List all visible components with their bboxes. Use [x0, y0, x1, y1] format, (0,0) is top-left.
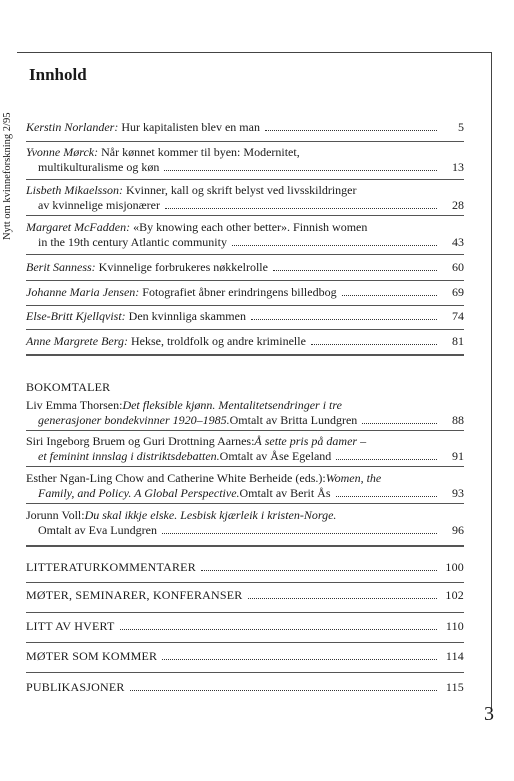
separator: [26, 466, 464, 467]
review-title: Du skal ikkje elske. Lesbisk kjærleik i kristen-Norge.: [84, 508, 337, 522]
entry-title: Fotografiet åbner erindringens billedbog: [142, 285, 337, 299]
entry-page: 96: [452, 523, 464, 537]
entry-title: Den kvinnliga skammen: [128, 309, 246, 323]
separator: [26, 254, 464, 255]
dot-leader: [362, 423, 437, 424]
review-title: Å sette pris på damer –: [254, 434, 367, 448]
review-reviewer: Omtalt av Eva Lundgren: [38, 523, 157, 537]
entry-page: 115: [445, 680, 464, 694]
entry-page: 91: [452, 449, 464, 463]
entry-author: Anne Margrete Berg:: [26, 334, 128, 348]
toc-entry-article[interactable]: [26, 334, 464, 349]
toc-entry-article[interactable]: [26, 120, 464, 135]
review-title-cont: Family, and Policy. A Global Perspective.: [38, 486, 240, 500]
dot-leader: [251, 319, 437, 320]
review-title-cont: et feminint innslag i distriktsdebatten.: [38, 449, 220, 463]
dot-leader: [165, 208, 437, 209]
review-reviewer: Omtalt av Britta Lundgren: [229, 413, 358, 427]
entry-title: Kvinner, kall og skrift belyst ved livsskildringer: [126, 183, 357, 197]
section-label: MØTER SOM KOMMER: [26, 649, 158, 663]
separator: [26, 642, 464, 643]
separator: [26, 305, 464, 306]
table-of-contents: [26, 0, 464, 781]
section-label: LITTERATURKOMMENTARER: [26, 560, 196, 574]
toc-entry-article[interactable]: [26, 309, 464, 324]
entry-page: 88: [452, 413, 464, 427]
entry-page: 100: [445, 560, 464, 574]
page-number: 3: [484, 703, 494, 725]
dot-leader: [164, 170, 437, 171]
review-author: Siri Ingeborg Bruem og Guri Drottning Aarnes:: [26, 434, 255, 448]
entry-page: 5: [458, 120, 464, 134]
toc-entry-review[interactable]: [26, 471, 464, 501]
toc-entry-article[interactable]: [26, 220, 464, 250]
entry-page: 81: [452, 334, 464, 348]
entry-page: 13: [452, 160, 464, 174]
dot-leader: [120, 629, 437, 630]
toc-entry-section[interactable]: [26, 649, 464, 664]
section-label: LITT AV HVERT: [26, 619, 115, 633]
dot-leader: [162, 533, 437, 534]
separator: [26, 582, 464, 583]
entry-page: 93: [452, 486, 464, 500]
entry-title: Kvinnelige forbrukeres nøkkelrolle: [98, 260, 268, 274]
journal-side-label: Nytt om kvinneforskning 2/95: [2, 112, 13, 240]
toc-entry-section[interactable]: [26, 619, 464, 634]
review-reviewer: Omtalt av Berit Ås: [239, 486, 331, 500]
entry-title: «By knowing each other better». Finnish women: [133, 220, 368, 234]
section-heading-bokomtaler: BOKOMTALER: [26, 380, 111, 394]
toc-entry-article[interactable]: [26, 285, 464, 300]
entry-page: 74: [452, 309, 464, 323]
separator: [26, 354, 464, 356]
frame-right-rule: [491, 52, 492, 712]
toc-entry-review[interactable]: [26, 508, 464, 538]
entry-title: Hekse, troldfolk og andre kriminelle: [130, 334, 306, 348]
review-title: Women, the: [325, 471, 382, 485]
toc-entry-article[interactable]: [26, 145, 464, 175]
entry-title: Hur kapitalisten blev en man: [121, 120, 260, 134]
entry-author: Yvonne Mørck:: [26, 145, 99, 159]
section-label: MØTER, SEMINARER, KONFERANSER: [26, 588, 243, 602]
separator: [26, 329, 464, 330]
dot-leader: [311, 344, 437, 345]
toc-entry-section[interactable]: [26, 680, 464, 695]
review-title-cont: generasjoner bondekvinner 1920–1985.: [38, 413, 230, 427]
review-reviewer: Omtalt av Åse Egeland: [219, 449, 332, 463]
section-label: PUBLIKASJONER: [26, 680, 125, 694]
entry-author: Kerstin Norlander:: [26, 120, 119, 134]
dot-leader: [265, 130, 437, 131]
entry-title-cont: in the 19th century Atlantic community: [38, 235, 227, 249]
toc-entry-article[interactable]: [26, 183, 464, 213]
toc-entry-article[interactable]: [26, 260, 464, 275]
dot-leader: [162, 659, 437, 660]
separator: [26, 545, 464, 547]
entry-page: 28: [452, 198, 464, 212]
entry-page: 69: [452, 285, 464, 299]
entry-title-cont: av kvinnelige misjonærer: [38, 198, 160, 212]
review-title: Det fleksible kjønn. Mentalitetsendringer i tre: [122, 398, 342, 412]
dot-leader: [336, 496, 438, 497]
entry-page: 60: [452, 260, 464, 274]
dot-leader: [201, 570, 437, 571]
entry-page: 102: [445, 588, 464, 602]
entry-author: Else-Britt Kjellqvist:: [26, 309, 126, 323]
toc-entry-section[interactable]: [26, 560, 464, 575]
dot-leader: [336, 459, 437, 460]
separator: [26, 430, 464, 431]
entry-author: Margaret McFadden:: [26, 220, 131, 234]
page-title: Innhold: [29, 65, 87, 84]
separator: [26, 280, 464, 281]
dot-leader: [248, 598, 438, 599]
toc-entry-review[interactable]: [26, 398, 464, 428]
dot-leader: [130, 690, 437, 691]
separator: [26, 672, 464, 673]
review-author: Jorunn Voll:: [26, 508, 85, 522]
separator: [26, 141, 464, 142]
dot-leader: [232, 245, 437, 246]
entry-page: 114: [445, 649, 464, 663]
separator: [26, 215, 464, 216]
entry-author: Berit Sanness:: [26, 260, 96, 274]
entry-title-cont: multikulturalisme og køn: [38, 160, 160, 174]
toc-entry-review[interactable]: [26, 434, 464, 464]
toc-entry-section[interactable]: [26, 588, 464, 603]
dot-leader: [273, 270, 437, 271]
review-author: Liv Emma Thorsen:: [26, 398, 123, 412]
entry-page: 110: [445, 619, 464, 633]
separator: [26, 179, 464, 180]
separator: [26, 612, 464, 613]
dot-leader: [342, 295, 437, 296]
separator: [26, 503, 464, 504]
review-author: Esther Ngan-Ling Chow and Catherine White Berheide (eds.):: [26, 471, 326, 485]
entry-title: Når kønnet kommer til byen: Modernitet,: [101, 145, 300, 159]
entry-page: 43: [452, 235, 464, 249]
entry-author: Lisbeth Mikaelsson:: [26, 183, 123, 197]
entry-author: Johanne Maria Jensen:: [26, 285, 140, 299]
